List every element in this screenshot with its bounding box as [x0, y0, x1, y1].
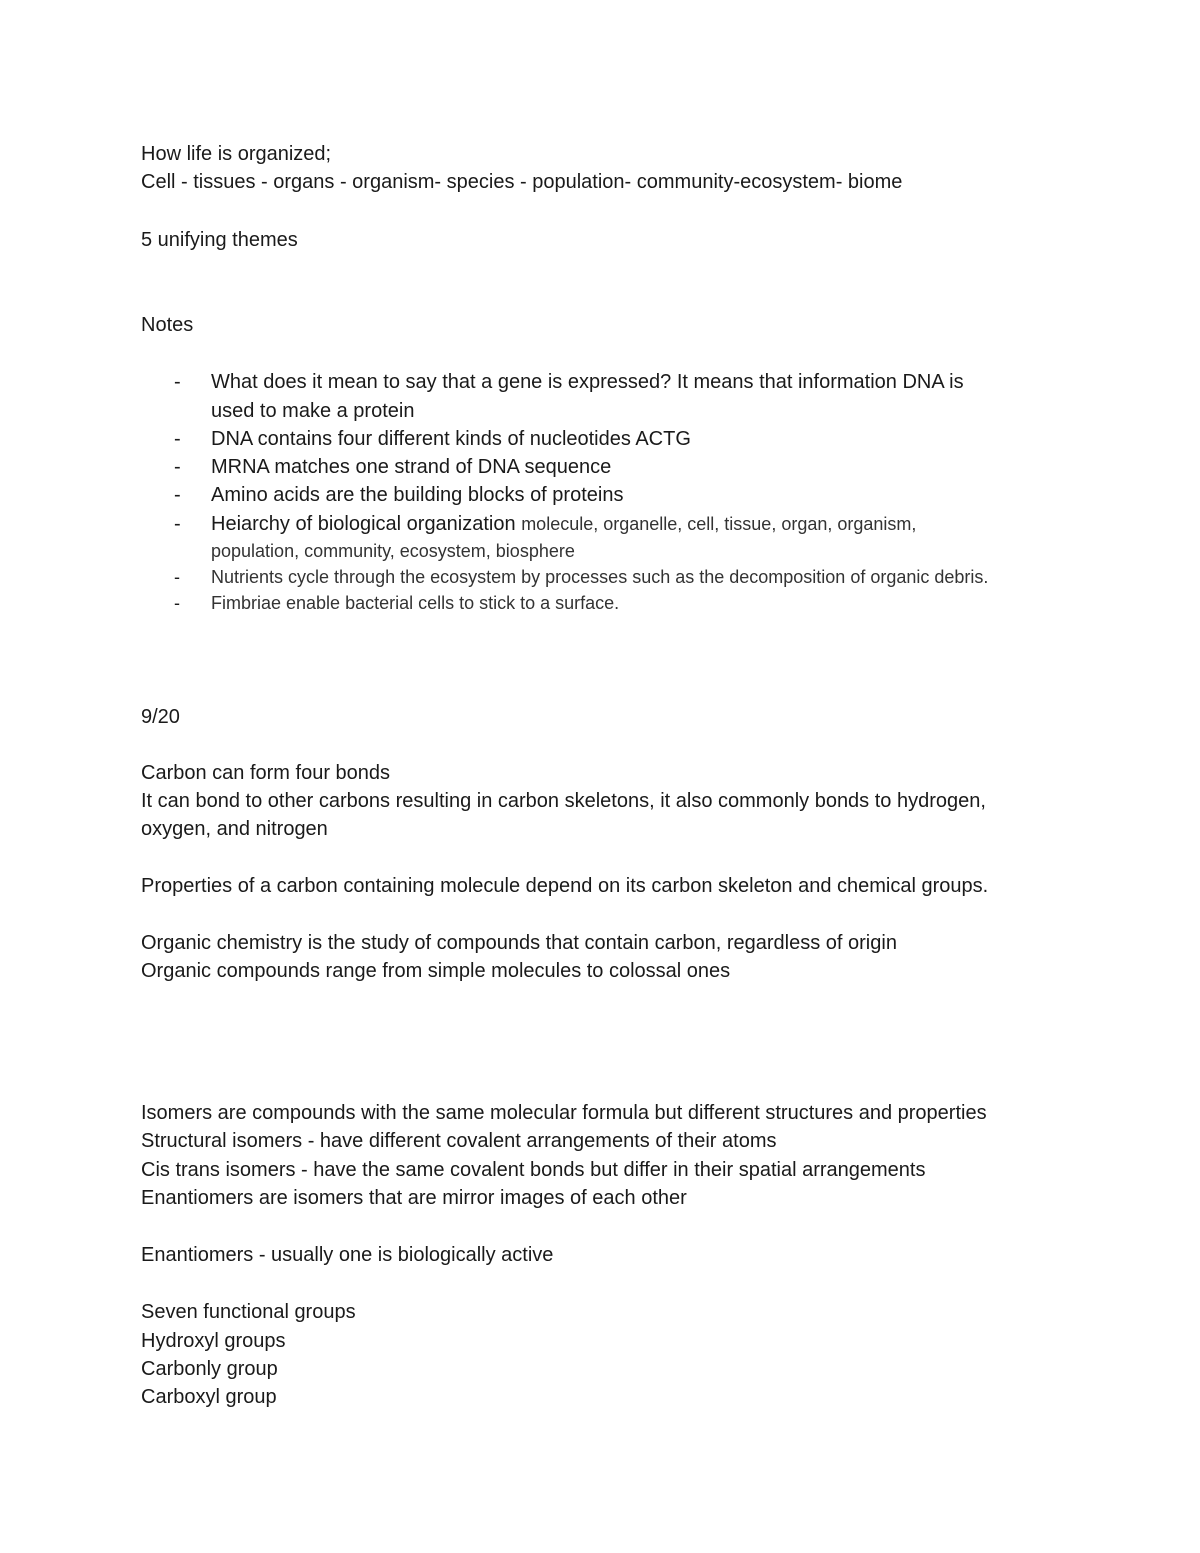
note-item-7: Fimbriae enable bacterial cells to stick to a surface.: [211, 593, 620, 613]
organic-line-2: Organic compounds range from simple molecules to colossal ones: [141, 960, 731, 982]
properties-line: Properties of a carbon containing molecule depend on its carbon skeleton and chemical groups.: [141, 875, 989, 897]
bullet-dash: -: [174, 567, 180, 587]
functional-group-hydroxyl: Hydroxyl groups: [141, 1330, 286, 1352]
themes-line: 5 unifying themes: [141, 229, 298, 251]
note-item-5-main: Heiarchy of biological organization: [211, 513, 522, 535]
note-item-3: MRNA matches one strand of DNA sequence: [211, 456, 612, 478]
bullet-dash: -: [174, 484, 181, 506]
isomers-line-3: Cis trans isomers - have the same covalent bonds but differ in their spatial arrangements: [141, 1159, 926, 1181]
bullet-dash: -: [174, 428, 181, 450]
organic-line-1: Organic chemistry is the study of compounds that contain carbon, regardless of origin: [141, 932, 897, 954]
isomers-line-1: Isomers are compounds with the same molecular formula but different structures and properties: [141, 1102, 987, 1124]
bullet-dash: -: [174, 371, 181, 393]
bullet-dash: -: [174, 456, 181, 478]
hierarchy-line: Cell - tissues - organs - organism- species - population- community-ecosystem- biome: [141, 171, 903, 193]
date-heading: 9/20: [141, 706, 180, 728]
carbon-line-3: oxygen, and nitrogen: [141, 818, 328, 840]
note-item-1-line2: used to make a protein: [211, 400, 415, 422]
functional-groups-title: Seven functional groups: [141, 1301, 356, 1323]
functional-group-carbonly: Carbonly group: [141, 1358, 278, 1380]
note-item-5-line1: [211, 510, 916, 538]
carbon-line-1: Carbon can form four bonds: [141, 762, 391, 784]
note-item-5-line2: population, community, ecosystem, biosphere: [211, 541, 575, 561]
carbon-line-2: It can bond to other carbons resulting in carbon skeletons, it also commonly bonds to hydrogen,: [141, 790, 986, 812]
note-item-1-line1: What does it mean to say that a gene is expressed? It means that information DNA is: [211, 371, 964, 393]
note-item-5-small: molecule, organelle, cell, tissue, organ, organism,: [521, 514, 917, 534]
bullet-dash: -: [174, 593, 180, 613]
notes-title: Notes: [141, 314, 194, 336]
enantiomers-line: Enantiomers - usually one is biologically active: [141, 1244, 554, 1266]
heading-life-organized: How life is organized;: [141, 143, 332, 165]
note-item-4: Amino acids are the building blocks of proteins: [211, 484, 624, 506]
isomers-line-2: Structural isomers - have different covalent arrangements of their atoms: [141, 1130, 777, 1152]
functional-group-carboxyl: Carboxyl group: [141, 1386, 277, 1408]
bullet-dash: -: [174, 513, 181, 535]
note-item-6: Nutrients cycle through the ecosystem by processes such as the decomposition of organic debris.: [211, 567, 989, 587]
note-item-2: DNA contains four different kinds of nucleotides ACTG: [211, 428, 691, 450]
isomers-line-4: Enantiomers are isomers that are mirror images of each other: [141, 1187, 687, 1209]
